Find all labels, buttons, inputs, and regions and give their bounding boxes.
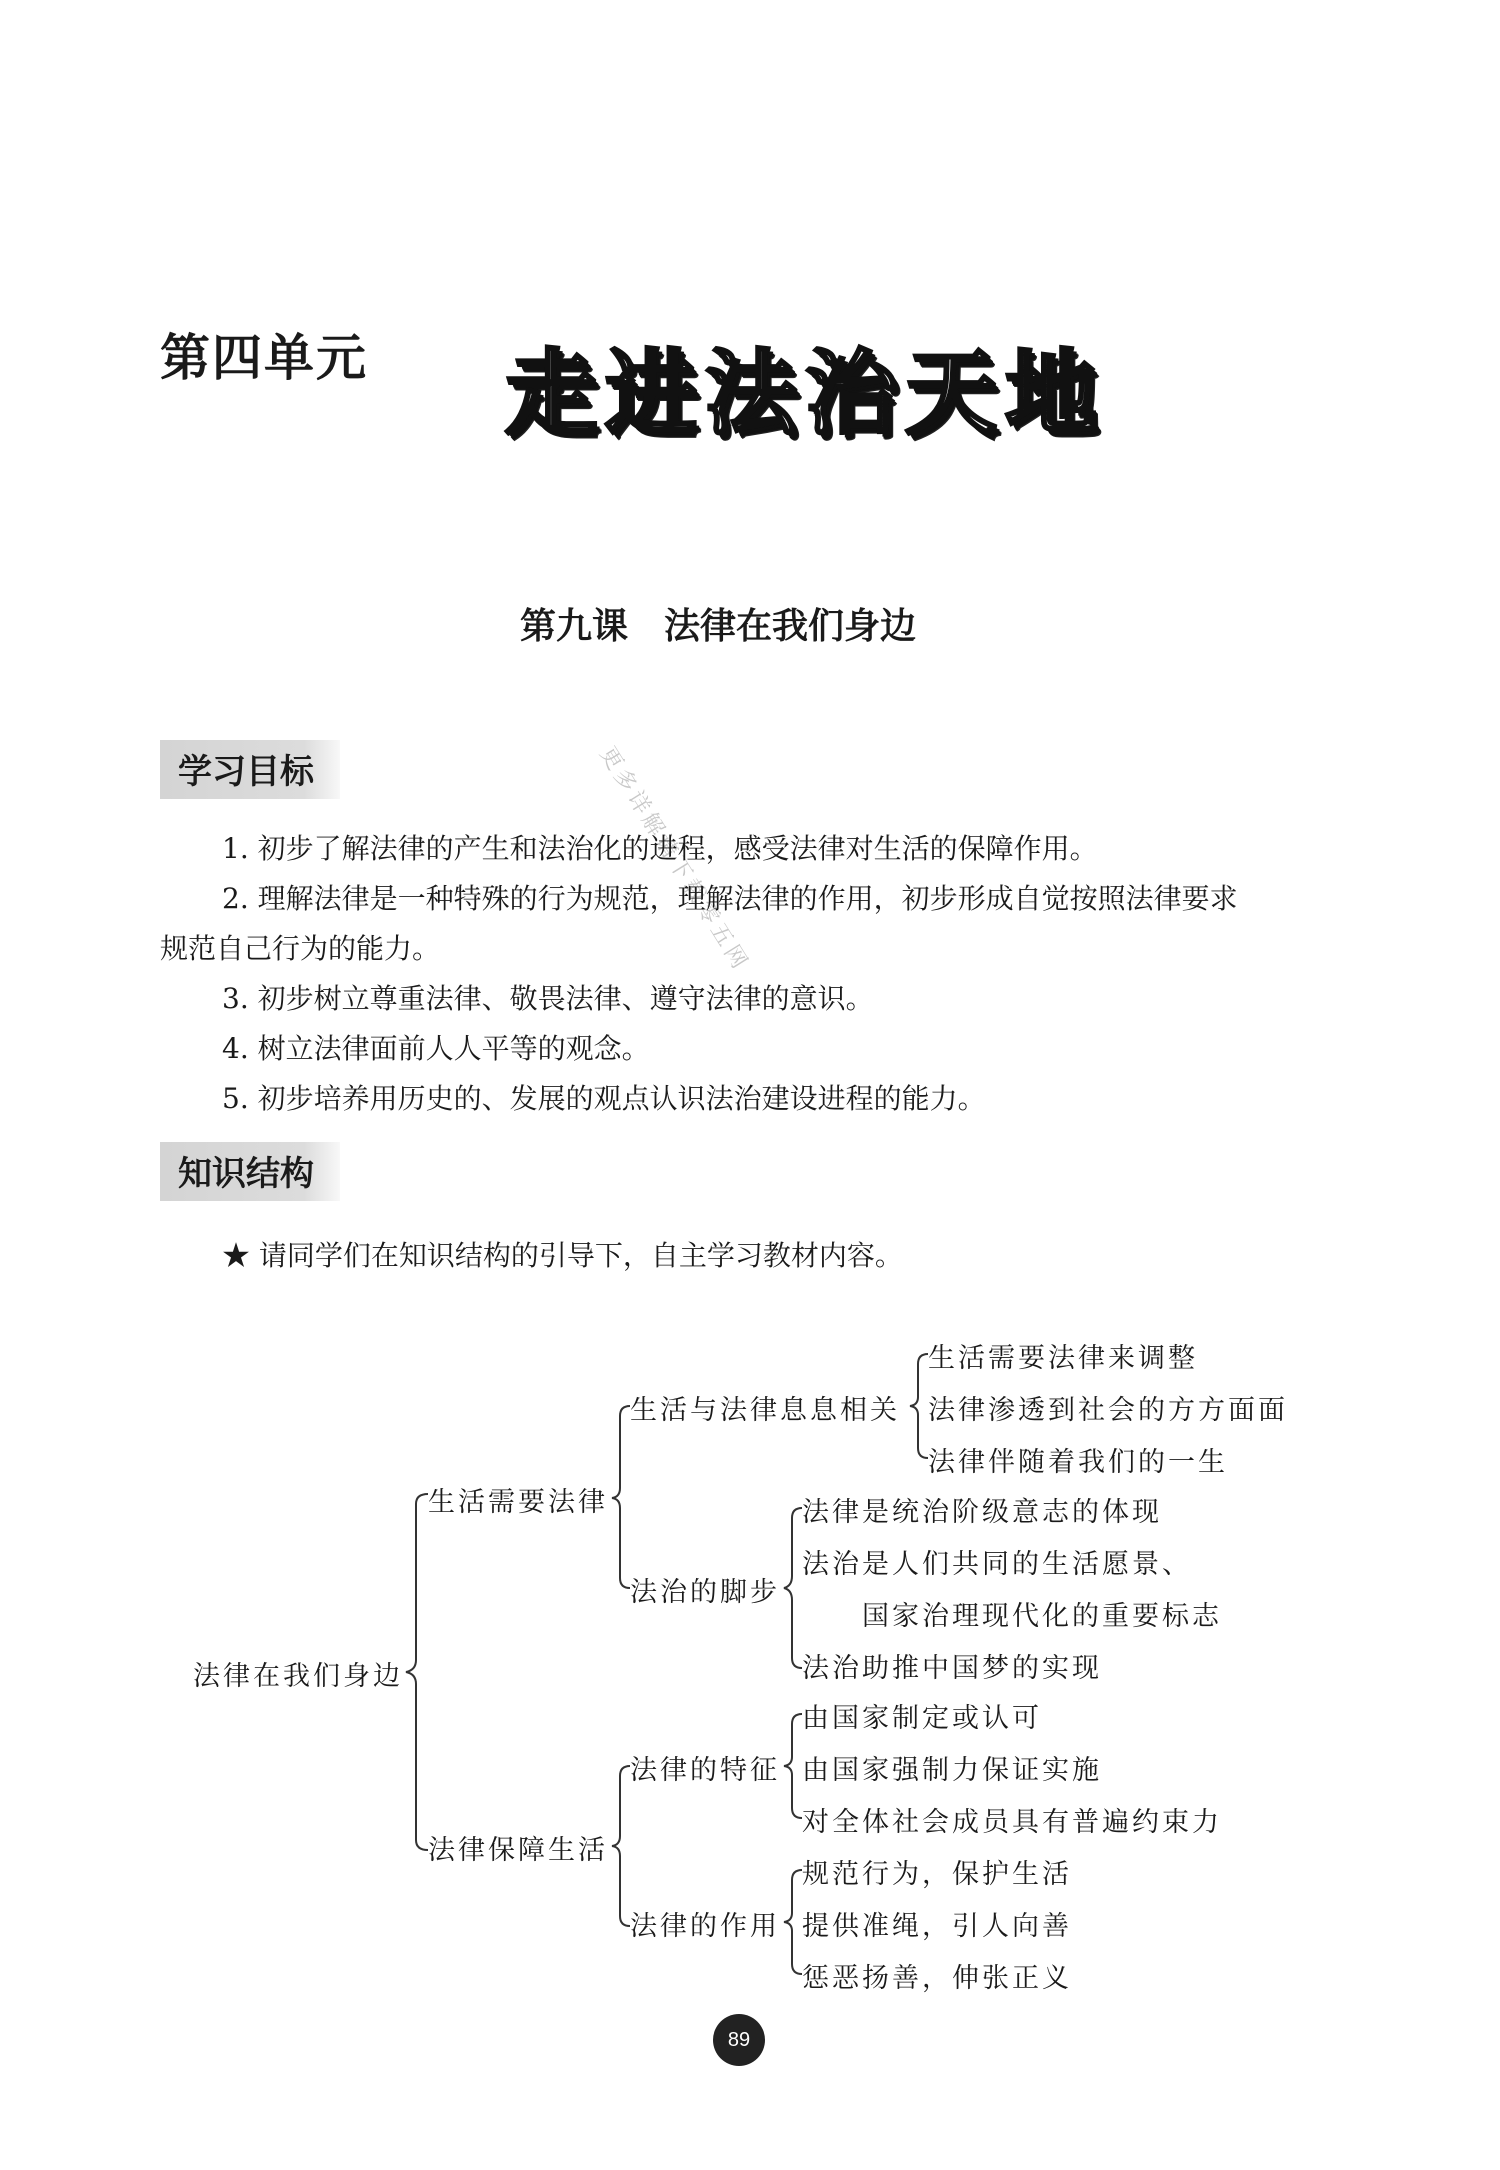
goal-item: 2. 理解法律是一种特殊的行为规范，理解法律的作用，初步形成自觉按照法律要求 <box>222 882 1238 915</box>
section-heading-structure: 知识结构 <box>160 1142 340 1201</box>
tree-leaf: 法律伴随着我们的一生 <box>928 1447 1228 1478</box>
tree-node-law-features: 法律的特征 <box>630 1755 780 1786</box>
goal-item: 4. 树立法律面前人人平等的观念。 <box>222 1032 650 1065</box>
tree-leaf: 提供准绳，引人向善 <box>802 1911 1072 1942</box>
tree-leaf: 法治是人们共同的生活愿景、 <box>802 1549 1192 1580</box>
tree-leaf: 法治助推中国梦的实现 <box>802 1653 1102 1684</box>
tree-node-rule-of-law-steps: 法治的脚步 <box>630 1577 780 1608</box>
page-number: 89 <box>713 2014 765 2066</box>
section-heading-goals: 学习目标 <box>160 740 340 799</box>
bracket-b1a <box>910 1354 928 1458</box>
bracket-b1b <box>784 1508 802 1668</box>
bracket-root <box>406 1494 428 1850</box>
tree-branch-law-protects: 法律保障生活 <box>428 1835 608 1866</box>
goal-item: 1. 初步了解法律的产生和法治化的进程，感受法律对生活的保障作用。 <box>222 832 1098 865</box>
tree-leaf: 惩恶扬善，伸张正义 <box>802 1963 1072 1994</box>
tree-leaf: 由国家强制力保证实施 <box>802 1755 1102 1786</box>
tree-leaf: 法律是统治阶级意志的体现 <box>802 1497 1162 1528</box>
goal-item: 规范自己行为的能力。 <box>160 932 441 965</box>
tree-leaf: 国家治理现代化的重要标志 <box>862 1601 1222 1632</box>
tree-branch-need-law: 生活需要法律 <box>428 1487 608 1518</box>
bracket-branch1 <box>612 1406 630 1588</box>
tree-leaf: 由国家制定或认可 <box>802 1703 1042 1734</box>
bracket-b2b <box>784 1870 802 1974</box>
bracket-b2a <box>784 1714 802 1818</box>
bracket-branch2 <box>612 1766 630 1926</box>
tree-leaf: 法律渗透到社会的方方面面 <box>928 1395 1288 1426</box>
lesson-title: 第九课 法律在我们身边 <box>520 606 917 647</box>
goal-item: 3. 初步树立尊重法律、敬畏法律、遵守法律的意识。 <box>222 982 874 1015</box>
tree-node-law-functions: 法律的作用 <box>630 1911 780 1942</box>
tree-node-life-and-law: 生活与法律息息相关 <box>630 1395 900 1426</box>
unit-label: 第四单元 <box>160 329 368 387</box>
tree-root: 法律在我们身边 <box>193 1661 403 1692</box>
goal-item: 5. 初步培养用历史的、发展的观点认识法治建设进程的能力。 <box>222 1082 986 1115</box>
tree-leaf: 生活需要法律来调整 <box>928 1343 1198 1374</box>
tree-leaf: 对全体社会成员具有普遍约束力 <box>802 1807 1222 1838</box>
tree-leaf: 规范行为，保护生活 <box>802 1859 1072 1890</box>
unit-title: 走进法治天地 <box>505 340 1106 447</box>
structure-intro: ★ 请同学们在知识结构的引导下，自主学习教材内容。 <box>222 1239 903 1272</box>
watermark: 更多详解请下载零五网 <box>594 742 754 977</box>
